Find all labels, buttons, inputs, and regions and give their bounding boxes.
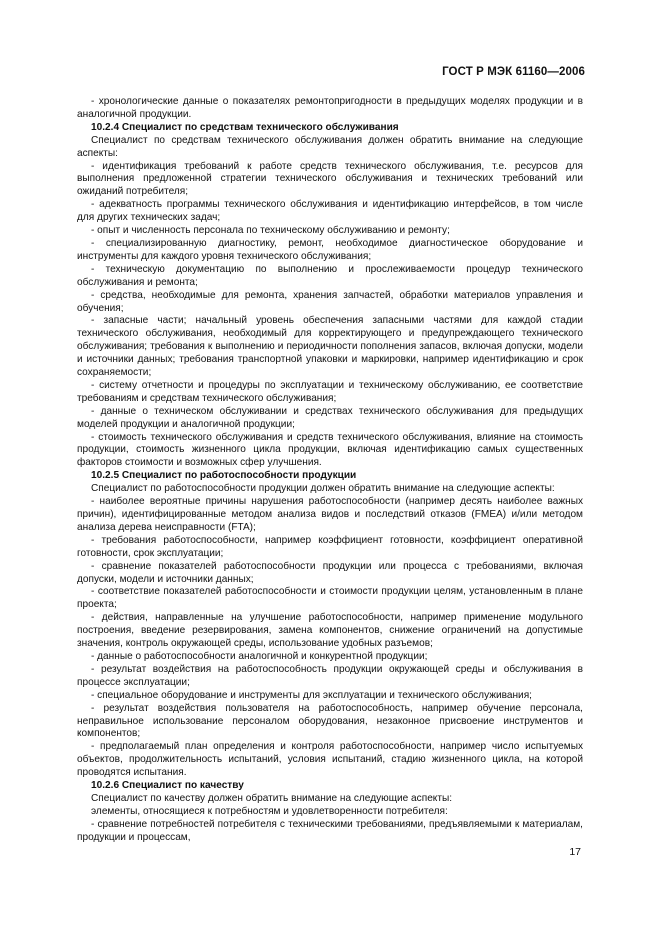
paragraph: - результат воздействия на работоспособность продукции окружающей среды и обслуживания в процессе эксплуатации; <box>77 663 583 688</box>
paragraph: - действия, направленные на улучшение работоспособности, например применение модульного построения, введение резервирования, замена компонентов, снижение ограничений на допустимые значения, контроль окружающей среды, использование удобных разъемов; <box>77 612 583 650</box>
paragraph: - запасные части; начальный уровень обеспечения запасными частями для каждой стадии технического обслуживания, необходимый для корректирующего и предупреждающего технического обслуживания; требования к выполнению и периодичности пополнения запасов, включая допуски, модели и источники данных; требования транспортной упаковки и маркировки, например идентификацию и срок сохраняемости; <box>77 315 583 379</box>
paragraph: - техническую документацию по выполнению и прослеживаемости процедур технического обслуживания и ремонта; <box>77 263 583 288</box>
paragraph: - данные о техническом обслуживании и средствах технического обслуживания для предыдущих моделей продукции и аналогичной продукции; <box>77 405 583 430</box>
paragraph: - средства, необходимые для ремонта, хранения запчастей, обработки материалов управления и обучения; <box>77 289 583 314</box>
section-heading: 10.2.4 Специалист по средствам технического обслуживания <box>91 121 399 133</box>
document-header: ГОСТ Р МЭК 61160—2006 <box>442 66 585 78</box>
paragraph: Специалист по работоспособности продукции должен обратить внимание на следующие аспекты: <box>91 483 555 495</box>
paragraph: Специалист по качеству должен обратить внимание на следующие аспекты: <box>91 792 453 804</box>
section-heading: 10.2.6 Специалист по качеству <box>91 780 244 792</box>
paragraph: - опыт и численность персонала по техническому обслуживанию и ремонту; <box>91 225 450 237</box>
paragraph: - адекватность программы технического обслуживания и идентификацию интерфейсов, в том числе для других технических задач; <box>77 199 583 224</box>
paragraph: - систему отчетности и процедуры по эксплуатации и техническому обслуживанию, ее соответствие требованиям и средствам технического обслуживания; <box>77 379 583 404</box>
paragraph: - соответствие показателей работоспособности и стоимости продукции целям, установленным в плане проекта; <box>77 586 583 611</box>
document-body <box>77 96 583 845</box>
paragraph: - данные о работоспособности аналогичной и конкурентной продукции; <box>91 650 428 662</box>
paragraph: - специальное оборудование и инструменты для эксплуатации и технического обслуживания; <box>91 689 532 701</box>
paragraph: - результат воздействия пользователя на работоспособность, например обучение персонала, неправильное использование персоналом оборудования, незаконное присвоение инструментов и компонентов; <box>77 702 583 740</box>
paragraph: Специалист по средствам технического обслуживания должен обратить внимание на следующие аспекты: <box>77 134 583 159</box>
page-number: 17 <box>569 846 581 858</box>
paragraph: элементы, относящиеся к потребностям и удовлетворенности потребителя: <box>91 805 448 817</box>
paragraph: - наиболее вероятные причины нарушения работоспособности (например десять наиболее важных причин), идентифицированные методом анализа видов и последствий отказов (FMEA) и/или методом анализа дерева неисправности (FTA); <box>77 496 583 533</box>
paragraph: - сравнение показателей работоспособности продукции или процесса с требованиями, включая допуски, модели и источники данных; <box>77 560 583 585</box>
paragraph: - идентификация требований к работе средств технического обслуживания, т.е. ресурсов для выполнения предложенной стратегии технического обслуживания и технических требований или ожиданий потребителя; <box>77 160 583 198</box>
paragraph: - сравнение потребностей потребителя с техническими требованиями, предъявляемыми к материалам, продукции и процессам, <box>77 818 583 843</box>
paragraph: - хронологические данные о показателях ремонтопригодности в предыдущих моделях продукции и в аналогичной продукции. <box>77 96 583 120</box>
paragraph: - стоимость технического обслуживания и средств технического обслуживания, влияние на стоимость продукции, стоимость жизненного цикла продукции, включая идентификацию самых существенных факторов стоимости и возможных сфер улучшения. <box>77 431 583 469</box>
paragraph: - специализированную диагностику, ремонт, необходимое диагностическое оборудование и инструменты для каждого уровня технического обслуживания; <box>77 237 583 262</box>
paragraph: - требования работоспособности, например коэффициент готовности, коэффициент оперативной готовности, срок эксплуатации; <box>77 534 583 559</box>
section-heading: 10.2.5 Специалист по работоспособности продукции <box>91 470 357 482</box>
paragraph: - предполагаемый план определения и контроля работоспособности, например число испытуемых объектов, продолжительность испытаний, условия испытаний, стадию жизненного цикла, на которой проводятся испытания. <box>77 741 583 779</box>
